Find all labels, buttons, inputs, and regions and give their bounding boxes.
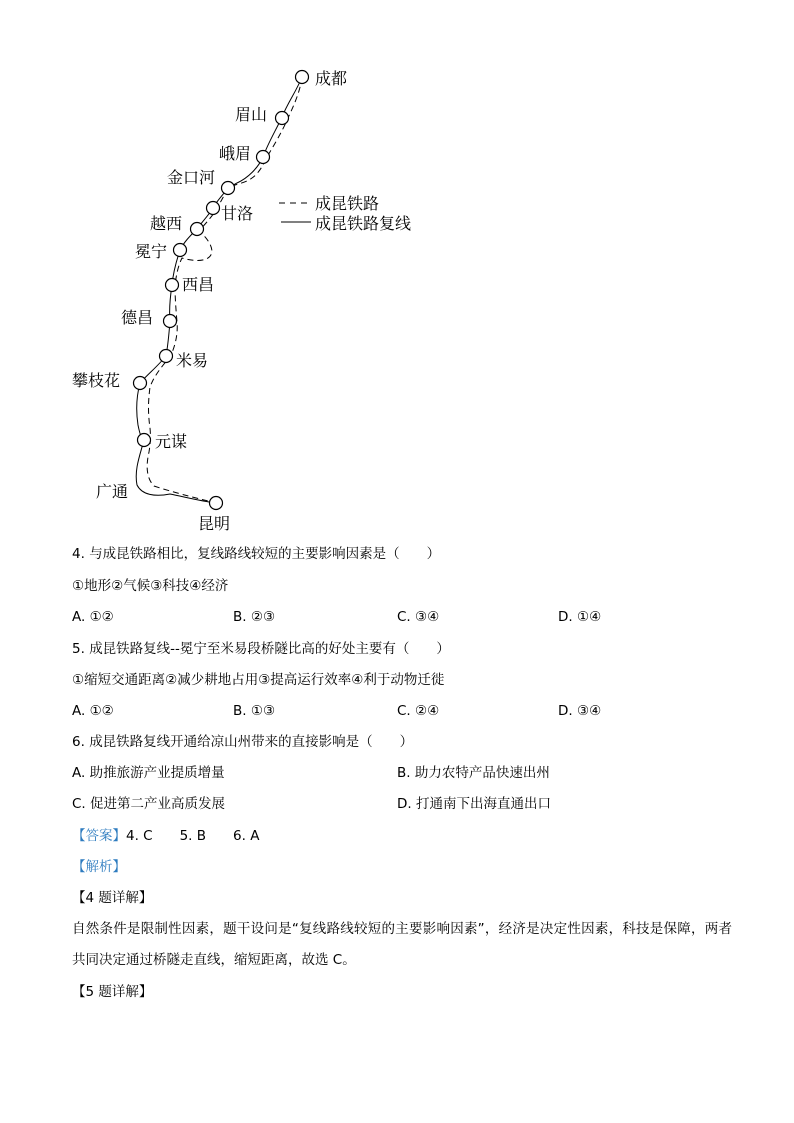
option-a: A. 助推旅游产业提质增量 — [72, 765, 225, 781]
option-d: D. 打通南下出海直通出口 — [397, 796, 551, 812]
question-5 — [72, 640, 450, 658]
answer-line — [72, 827, 259, 845]
station-marker — [164, 315, 177, 328]
question-4-statement: ①地形②气候③科技④经济 — [72, 578, 229, 594]
question-text: 成昆铁路复线开通给凉山州带来的直接影响是（ ） — [89, 734, 414, 750]
option-b: B. ②③ — [233, 609, 276, 625]
station-marker — [191, 223, 204, 236]
question-number: 5. — [72, 641, 85, 657]
legend-new-line-label: 成昆铁路复线 — [315, 214, 412, 233]
map-legend — [279, 194, 411, 233]
station-label: 甘洛 — [221, 204, 254, 223]
station-label: 米易 — [176, 351, 209, 370]
station-marker — [207, 202, 220, 215]
station-label: 广通 — [96, 482, 129, 501]
answer-text: 4. C 5. B 6. A — [126, 828, 260, 844]
question-text: 与成昆铁路相比，复线路线较短的主要影响因素是（ ） — [89, 546, 441, 562]
station-label: 越西 — [150, 214, 183, 233]
station-label: 德昌 — [121, 308, 154, 327]
station-label: 眉山 — [235, 105, 268, 124]
station-label: 冕宁 — [135, 242, 168, 261]
station-label: 金口河 — [167, 168, 216, 187]
option-c: C. 促进第二产业高质发展 — [72, 796, 226, 812]
option-c: C. ②④ — [397, 703, 440, 719]
station-label: 西昌 — [182, 275, 215, 294]
question-text: 成昆铁路复线--冕宁至米易段桥隧比高的好处主要有（ ） — [89, 641, 450, 657]
station-label: 昆明 — [198, 514, 231, 533]
option-c: C. ③④ — [397, 609, 440, 625]
question-4 — [72, 545, 440, 563]
station-marker — [138, 434, 151, 447]
question-6 — [72, 733, 413, 751]
legend-old-line-label: 成昆铁路 — [315, 194, 380, 213]
question-number: 4. — [72, 546, 85, 562]
station-marker — [210, 497, 223, 510]
option-b: B. 助力农特产品快速出州 — [397, 765, 550, 781]
option-d: D. ③④ — [558, 703, 602, 719]
detail-5-title: 【5 题详解】 — [72, 984, 153, 1000]
station-marker — [276, 112, 289, 125]
station-marker — [296, 71, 309, 84]
option-d: D. ①④ — [558, 609, 602, 625]
station-marker — [160, 350, 173, 363]
answer-label: 【答案】 — [72, 828, 126, 844]
station-label: 峨眉 — [219, 144, 252, 163]
station-marker — [257, 151, 270, 164]
option-a: A. ①② — [72, 703, 114, 719]
station-label: 元谋 — [155, 432, 188, 451]
station-label: 攀枝花 — [72, 371, 121, 390]
station-label: 成都 — [315, 69, 348, 88]
option-b: B. ①③ — [233, 703, 276, 719]
railway-map — [0, 0, 794, 540]
station-marker — [222, 182, 235, 195]
station-marker — [174, 244, 187, 257]
question-5-statement: ①缩短交通距离②减少耕地占用③提高运行效率④利于动物迁徙 — [72, 672, 445, 688]
station-marker — [134, 377, 147, 390]
detail-4-body: 自然条件是限制性因素，题干设问是“复线路线较短的主要影响因素”，经济是决定性因素，科技是保障，两者共同决定通过桥隧走直线，缩短距离，故选 C。 — [72, 921, 732, 968]
question-number: 6. — [72, 734, 85, 750]
station-marker — [166, 279, 179, 292]
analysis-label: 【解析】 — [72, 859, 126, 875]
detail-4-title: 【4 题详解】 — [72, 890, 153, 906]
option-a: A. ①② — [72, 609, 114, 625]
